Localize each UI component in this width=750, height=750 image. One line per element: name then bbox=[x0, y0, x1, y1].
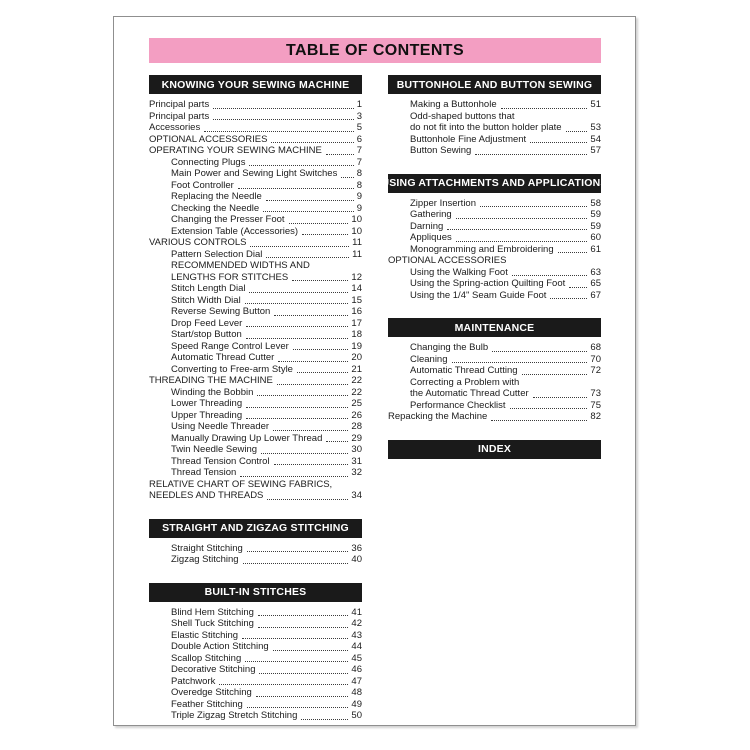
toc-column-right bbox=[381, 75, 608, 739]
dot-leader bbox=[219, 684, 348, 685]
toc-entry-label: Blind Hem Stitching bbox=[171, 606, 254, 618]
toc-entry bbox=[149, 214, 362, 226]
toc-entry bbox=[149, 329, 362, 341]
toc-entry bbox=[149, 145, 362, 157]
toc-entry-label: Drop Feed Lever bbox=[171, 317, 243, 329]
toc-entry bbox=[388, 99, 601, 111]
toc-entry-label: Twin Needle Sewing bbox=[171, 444, 258, 455]
dot-leader bbox=[292, 280, 348, 281]
dot-leader bbox=[240, 476, 348, 477]
toc-entry bbox=[149, 111, 362, 123]
toc-entry-page-number: 42 bbox=[351, 618, 362, 629]
section-heading-bar: KNOWING YOUR SEWING MACHINE bbox=[149, 75, 362, 94]
toc-entry-label: Principal parts bbox=[149, 110, 210, 122]
toc-entry-label: Manually Drawing Up Lower Thread bbox=[171, 432, 323, 444]
toc-entry bbox=[388, 198, 601, 210]
toc-entry bbox=[388, 134, 601, 146]
toc-entry bbox=[149, 99, 362, 111]
toc-entry-label: the Automatic Thread Cutter bbox=[410, 388, 529, 399]
toc-entry-page-number: 12 bbox=[351, 271, 362, 283]
section-heading-bar: MAINTENANCE bbox=[388, 318, 601, 337]
toc-entry bbox=[149, 191, 362, 203]
toc-entry-page-number: 7 bbox=[356, 156, 362, 168]
toc-entry-label: Elastic Stitching bbox=[171, 629, 239, 641]
toc-entry-page-number: 25 bbox=[351, 398, 362, 409]
toc-entry bbox=[149, 295, 362, 307]
toc-entry bbox=[388, 255, 601, 267]
toc-entry-page-number: 44 bbox=[351, 641, 362, 652]
toc-entry bbox=[388, 267, 601, 279]
toc-entry-label: Performance Checklist bbox=[410, 399, 506, 411]
toc-entry-label: Speed Range Control Lever bbox=[171, 340, 289, 352]
toc-section bbox=[149, 519, 362, 566]
toc-entry bbox=[149, 543, 362, 555]
dot-leader bbox=[238, 188, 354, 189]
toc-entry bbox=[149, 203, 362, 215]
toc-entry bbox=[149, 318, 362, 330]
toc-entry-page-number: 34 bbox=[351, 490, 362, 501]
toc-entry bbox=[149, 249, 362, 261]
toc-entry-page-number: 60 bbox=[590, 232, 601, 243]
toc-entry-label: Zipper Insertion bbox=[410, 197, 477, 209]
toc-entry bbox=[388, 411, 601, 423]
dot-leader bbox=[326, 441, 348, 442]
toc-entry-page-number: 28 bbox=[351, 421, 362, 432]
dot-leader bbox=[266, 257, 349, 258]
dot-leader bbox=[274, 464, 349, 465]
toc-entry-page-number: 57 bbox=[590, 145, 601, 156]
toc-entry-label: Pattern Selection Dial bbox=[171, 248, 263, 260]
toc-entry bbox=[388, 377, 601, 389]
toc-entry bbox=[149, 180, 362, 192]
toc-entry bbox=[149, 664, 362, 676]
dot-leader bbox=[558, 252, 588, 253]
toc-entry bbox=[388, 278, 601, 290]
dot-leader bbox=[213, 108, 354, 109]
dot-leader bbox=[293, 349, 349, 350]
dot-leader bbox=[456, 218, 588, 219]
toc-entry bbox=[149, 260, 362, 272]
toc-entry-label: Replacing the Needle bbox=[171, 191, 262, 202]
toc-entry-page-number: 59 bbox=[590, 209, 601, 220]
dot-leader bbox=[491, 420, 587, 421]
toc-entry-page-number: 46 bbox=[351, 664, 362, 675]
dot-leader bbox=[480, 206, 587, 207]
toc-entry-label: Triple Zigzag Stretch Stitching bbox=[171, 710, 298, 721]
toc-entry bbox=[149, 687, 362, 699]
toc-entry-page-number: 72 bbox=[590, 365, 601, 376]
toc-entry-page-number: 41 bbox=[351, 606, 362, 618]
toc-entry-label: OPERATING YOUR SEWING MACHINE bbox=[149, 145, 322, 156]
toc-entry bbox=[149, 710, 362, 722]
toc-section bbox=[149, 583, 362, 722]
toc-entry-page-number: 11 bbox=[352, 237, 362, 248]
toc-entry-page-number: 73 bbox=[590, 388, 601, 399]
dot-leader bbox=[492, 351, 587, 352]
toc-entry-page-number: 32 bbox=[351, 467, 362, 478]
page-title: TABLE OF CONTENTS bbox=[285, 41, 465, 59]
dot-leader bbox=[271, 142, 353, 143]
toc-entry-label: RELATIVE CHART OF SEWING FABRICS, bbox=[149, 478, 333, 490]
dot-leader bbox=[249, 292, 348, 293]
toc-entry-label: VARIOUS CONTROLS bbox=[149, 237, 247, 248]
toc-entry-page-number: 53 bbox=[590, 122, 601, 133]
section-heading-bar: INDEX bbox=[388, 440, 601, 459]
dot-leader bbox=[250, 246, 349, 247]
toc-entry-label: Using the Walking Foot bbox=[410, 266, 508, 278]
toc-entry-label: Cleaning bbox=[410, 353, 448, 365]
toc-entry bbox=[149, 630, 362, 642]
toc-entry-label: Scallop Stitching bbox=[171, 652, 242, 664]
toc-entry-page-number: 59 bbox=[590, 220, 601, 232]
dot-leader bbox=[512, 275, 588, 276]
dot-leader bbox=[261, 453, 348, 454]
toc-entry-page-number: 65 bbox=[590, 278, 601, 289]
dot-leader bbox=[530, 142, 587, 143]
toc-entry-label: Straight Stitching bbox=[171, 542, 243, 554]
toc-entry-label: Repacking the Machine bbox=[388, 411, 488, 422]
toc-entry-page-number: 63 bbox=[590, 266, 601, 278]
toc-entry bbox=[149, 444, 362, 456]
toc-entry-label: RECOMMENDED WIDTHS AND bbox=[171, 260, 310, 271]
toc-entry-page-number: 18 bbox=[351, 329, 362, 340]
toc-entry-label: Patchwork bbox=[171, 675, 216, 687]
toc-entry-label: Winding the Bobbin bbox=[171, 386, 254, 398]
toc-entry-label: Changing the Presser Foot bbox=[171, 214, 285, 225]
toc-entry bbox=[149, 467, 362, 479]
manual-page bbox=[113, 16, 636, 726]
toc-entry-label: Making a Buttonhole bbox=[410, 99, 497, 110]
toc-entry-page-number: 70 bbox=[590, 353, 601, 365]
toc-entry-label: Lower Threading bbox=[171, 398, 243, 409]
dot-leader bbox=[213, 119, 354, 120]
toc-entry bbox=[388, 244, 601, 256]
dot-leader bbox=[249, 165, 353, 166]
toc-entry-label: Automatic Thread Cutter bbox=[171, 352, 275, 363]
dot-leader bbox=[267, 499, 348, 500]
toc-entry-page-number: 11 bbox=[352, 248, 362, 260]
toc-entry-label: Stitch Length Dial bbox=[171, 283, 246, 294]
toc-entry-label: Double Action Stitching bbox=[171, 641, 269, 652]
toc-section bbox=[388, 75, 601, 157]
toc-entry bbox=[149, 157, 362, 169]
toc-entry bbox=[149, 433, 362, 445]
toc-entry-page-number: 50 bbox=[351, 710, 362, 721]
toc-entry bbox=[388, 122, 601, 134]
toc-entry-page-number: 6 bbox=[356, 133, 362, 145]
toc-entry bbox=[388, 145, 601, 157]
toc-entry bbox=[149, 618, 362, 630]
toc-entry-page-number: 14 bbox=[351, 283, 362, 294]
toc-entry-page-number: 26 bbox=[351, 409, 362, 421]
dot-leader bbox=[456, 241, 588, 242]
toc-entry-label: Foot Controller bbox=[171, 179, 234, 191]
toc-entry bbox=[149, 341, 362, 353]
dot-leader bbox=[274, 315, 348, 316]
toc-entry bbox=[388, 221, 601, 233]
toc-entry-label: Converting to Free-arm Style bbox=[171, 363, 293, 375]
toc-entry bbox=[388, 388, 601, 400]
dot-leader bbox=[259, 673, 348, 674]
toc-entry-label: Using the Spring-action Quilting Foot bbox=[410, 278, 566, 289]
toc-entry-label: Appliques bbox=[410, 232, 452, 243]
toc-entry-label: Decorative Stitching bbox=[171, 664, 256, 675]
toc-entry-label: Extension Table (Accessories) bbox=[171, 225, 299, 237]
dot-leader bbox=[246, 418, 348, 419]
toc-entry bbox=[388, 290, 601, 302]
toc-entry-label: Button Sewing bbox=[410, 145, 472, 156]
toc-entry-page-number: 29 bbox=[351, 432, 362, 444]
dot-leader bbox=[277, 384, 349, 385]
toc-entry bbox=[149, 122, 362, 134]
toc-entry bbox=[149, 272, 362, 284]
dot-leader bbox=[204, 131, 353, 132]
toc-entry bbox=[149, 410, 362, 422]
toc-entry-page-number: 40 bbox=[351, 554, 362, 565]
toc-entry-page-number: 3 bbox=[356, 110, 362, 122]
dot-leader bbox=[247, 707, 349, 708]
toc-entry bbox=[388, 400, 601, 412]
toc-entry bbox=[149, 364, 362, 376]
toc-entry-label: Shell Tuck Stitching bbox=[171, 618, 254, 629]
toc-entry-label: Overedge Stitching bbox=[171, 687, 252, 698]
dot-leader bbox=[522, 374, 588, 375]
toc-entry-page-number: 82 bbox=[590, 411, 601, 422]
toc-entry-label: Checking the Needle bbox=[171, 202, 260, 214]
dot-leader bbox=[245, 303, 349, 304]
dot-leader bbox=[242, 638, 348, 639]
toc-entry bbox=[388, 354, 601, 366]
page-title-bar bbox=[149, 38, 601, 63]
toc-entry bbox=[149, 653, 362, 665]
dot-leader bbox=[297, 372, 348, 373]
dot-leader bbox=[266, 200, 354, 201]
dot-leader bbox=[302, 234, 348, 235]
toc-entry-label: Accessories bbox=[149, 122, 201, 133]
toc-entry-label: Monogramming and Embroidering bbox=[410, 243, 554, 255]
toc-entry bbox=[149, 554, 362, 566]
toc-entry bbox=[149, 398, 362, 410]
toc-entry-page-number: 7 bbox=[356, 145, 362, 156]
section-heading-bar: BUTTONHOLE AND BUTTON SEWING bbox=[388, 75, 601, 94]
toc-entry bbox=[388, 111, 601, 123]
dot-leader bbox=[569, 287, 587, 288]
toc-entry-page-number: 31 bbox=[351, 455, 362, 467]
dot-leader bbox=[257, 395, 348, 396]
toc-entry-page-number: 54 bbox=[590, 133, 601, 145]
toc-entry-page-number: 51 bbox=[590, 99, 601, 110]
toc-entry-label: Gathering bbox=[410, 209, 452, 220]
toc-entry-page-number: 10 bbox=[351, 225, 362, 237]
toc-entry-label: LENGTHS FOR STITCHES bbox=[171, 271, 289, 283]
toc-entry-page-number: 17 bbox=[351, 317, 362, 329]
toc-entry-page-number: 61 bbox=[590, 243, 601, 255]
toc-entry-page-number: 9 bbox=[356, 191, 362, 202]
toc-entry-label: OPTIONAL ACCESSORIES bbox=[388, 255, 507, 266]
toc-section bbox=[388, 440, 601, 459]
toc-entry bbox=[149, 421, 362, 433]
toc-section bbox=[149, 75, 362, 502]
dot-leader bbox=[243, 563, 349, 564]
dot-leader bbox=[501, 108, 588, 109]
dot-leader bbox=[550, 298, 587, 299]
toc-entry-label: do not fit into the button holder plate bbox=[410, 122, 562, 133]
toc-entry-label: Upper Threading bbox=[171, 409, 243, 421]
toc-entry-label: Changing the Bulb bbox=[410, 342, 489, 353]
toc-entry-page-number: 68 bbox=[590, 342, 601, 353]
dot-leader bbox=[566, 131, 588, 132]
toc-section bbox=[388, 318, 601, 423]
dot-leader bbox=[258, 615, 349, 616]
toc-entry bbox=[149, 479, 362, 491]
toc-entry-page-number: 58 bbox=[590, 197, 601, 209]
dot-leader bbox=[510, 408, 588, 409]
toc-entry-label: Start/stop Button bbox=[171, 329, 242, 340]
toc-entry-page-number: 9 bbox=[356, 202, 362, 214]
toc-entry bbox=[149, 352, 362, 364]
toc-entry-label: NEEDLES AND THREADS bbox=[149, 490, 264, 501]
toc-entry-label: Zigzag Stitching bbox=[171, 554, 239, 565]
toc-entry-page-number: 48 bbox=[351, 687, 362, 698]
toc-entry-label: Stitch Width Dial bbox=[171, 294, 241, 306]
dot-leader bbox=[246, 338, 349, 339]
toc-entry-page-number: 10 bbox=[351, 214, 362, 225]
toc-entry-page-number: 8 bbox=[356, 179, 362, 191]
toc-entry bbox=[149, 699, 362, 711]
dot-leader bbox=[263, 211, 354, 212]
toc-entry-label: THREADING THE MACHINE bbox=[149, 375, 273, 386]
toc-entry bbox=[149, 134, 362, 146]
toc-entry-page-number: 49 bbox=[351, 698, 362, 710]
toc-entry-page-number: 20 bbox=[351, 352, 362, 363]
section-heading-bar: STRAIGHT AND ZIGZAG STITCHING bbox=[149, 519, 362, 538]
dot-leader bbox=[447, 229, 587, 230]
toc-entry-label: Thread Tension Control bbox=[171, 455, 270, 467]
toc-entry-page-number: 5 bbox=[356, 122, 362, 133]
dot-leader bbox=[452, 362, 588, 363]
dot-leader bbox=[273, 430, 348, 431]
dot-leader bbox=[256, 696, 349, 697]
toc-entry-label: Connecting Plugs bbox=[171, 156, 246, 168]
toc-entry-label: Reverse Sewing Button bbox=[171, 306, 271, 317]
toc-entry-page-number: 45 bbox=[351, 652, 362, 664]
toc-entry bbox=[149, 490, 362, 502]
toc-entry-label: Using Needle Threader bbox=[171, 421, 270, 432]
dot-leader bbox=[273, 650, 349, 651]
dot-leader bbox=[246, 407, 348, 408]
toc-entry-page-number: 21 bbox=[351, 363, 362, 375]
toc-entry-label: Darning bbox=[410, 220, 444, 232]
dot-leader bbox=[258, 627, 349, 628]
toc-entry-page-number: 75 bbox=[590, 399, 601, 411]
toc-columns bbox=[149, 75, 608, 739]
toc-entry-label: Using the 1/4" Seam Guide Foot bbox=[410, 289, 547, 301]
toc-entry bbox=[149, 456, 362, 468]
toc-entry bbox=[149, 283, 362, 295]
toc-entry bbox=[149, 607, 362, 619]
dot-leader bbox=[247, 551, 349, 552]
toc-entry-label: OPTIONAL ACCESSORIES bbox=[149, 133, 268, 145]
toc-entry-label: Automatic Thread Cutting bbox=[410, 365, 518, 376]
toc-entry-page-number: 30 bbox=[351, 444, 362, 455]
toc-entry bbox=[388, 232, 601, 244]
toc-entry-page-number: 67 bbox=[590, 289, 601, 301]
toc-entry bbox=[149, 226, 362, 238]
dot-leader bbox=[341, 177, 353, 178]
toc-entry-label: Buttonhole Fine Adjustment bbox=[410, 133, 527, 145]
toc-entry-page-number: 36 bbox=[351, 542, 362, 554]
toc-entry bbox=[388, 209, 601, 221]
toc-entry bbox=[149, 676, 362, 688]
toc-entry-page-number: 19 bbox=[351, 340, 362, 352]
toc-entry-page-number: 47 bbox=[351, 675, 362, 687]
dot-leader bbox=[533, 397, 588, 398]
dot-leader bbox=[301, 719, 348, 720]
section-heading-bar: BUILT-IN STITCHES bbox=[149, 583, 362, 602]
toc-entry bbox=[149, 168, 362, 180]
toc-entry bbox=[149, 641, 362, 653]
toc-entry-page-number: 1 bbox=[356, 99, 362, 110]
toc-entry-page-number: 22 bbox=[351, 375, 362, 386]
toc-entry-page-number: 15 bbox=[351, 294, 362, 306]
dot-leader bbox=[245, 661, 348, 662]
dot-leader bbox=[289, 223, 349, 224]
toc-column-left bbox=[149, 75, 362, 739]
toc-entry-label: Odd-shaped buttons that bbox=[410, 110, 515, 122]
toc-entry bbox=[149, 375, 362, 387]
toc-entry bbox=[149, 306, 362, 318]
toc-entry bbox=[388, 342, 601, 354]
toc-entry-page-number: 16 bbox=[351, 306, 362, 317]
toc-entry-label: Main Power and Sewing Light Switches bbox=[171, 168, 338, 179]
dot-leader bbox=[326, 154, 354, 155]
toc-entry-label: Feather Stitching bbox=[171, 698, 243, 710]
toc-entry-page-number: 8 bbox=[356, 168, 362, 179]
toc-entry-label: Correcting a Problem with bbox=[410, 376, 520, 388]
toc-entry-page-number: 43 bbox=[351, 629, 362, 641]
toc-entry-label: Thread Tension bbox=[171, 467, 237, 478]
dot-leader bbox=[278, 361, 348, 362]
toc-entry-label: Principal parts bbox=[149, 99, 210, 110]
dot-leader bbox=[475, 154, 587, 155]
toc-entry bbox=[388, 365, 601, 377]
dot-leader bbox=[246, 326, 348, 327]
toc-entry bbox=[149, 237, 362, 249]
toc-section bbox=[381, 174, 608, 302]
toc-entry-page-number: 22 bbox=[351, 386, 362, 398]
toc-entry bbox=[149, 387, 362, 399]
section-heading-bar: USING ATTACHMENTS AND APPLICATIONS bbox=[388, 174, 601, 193]
